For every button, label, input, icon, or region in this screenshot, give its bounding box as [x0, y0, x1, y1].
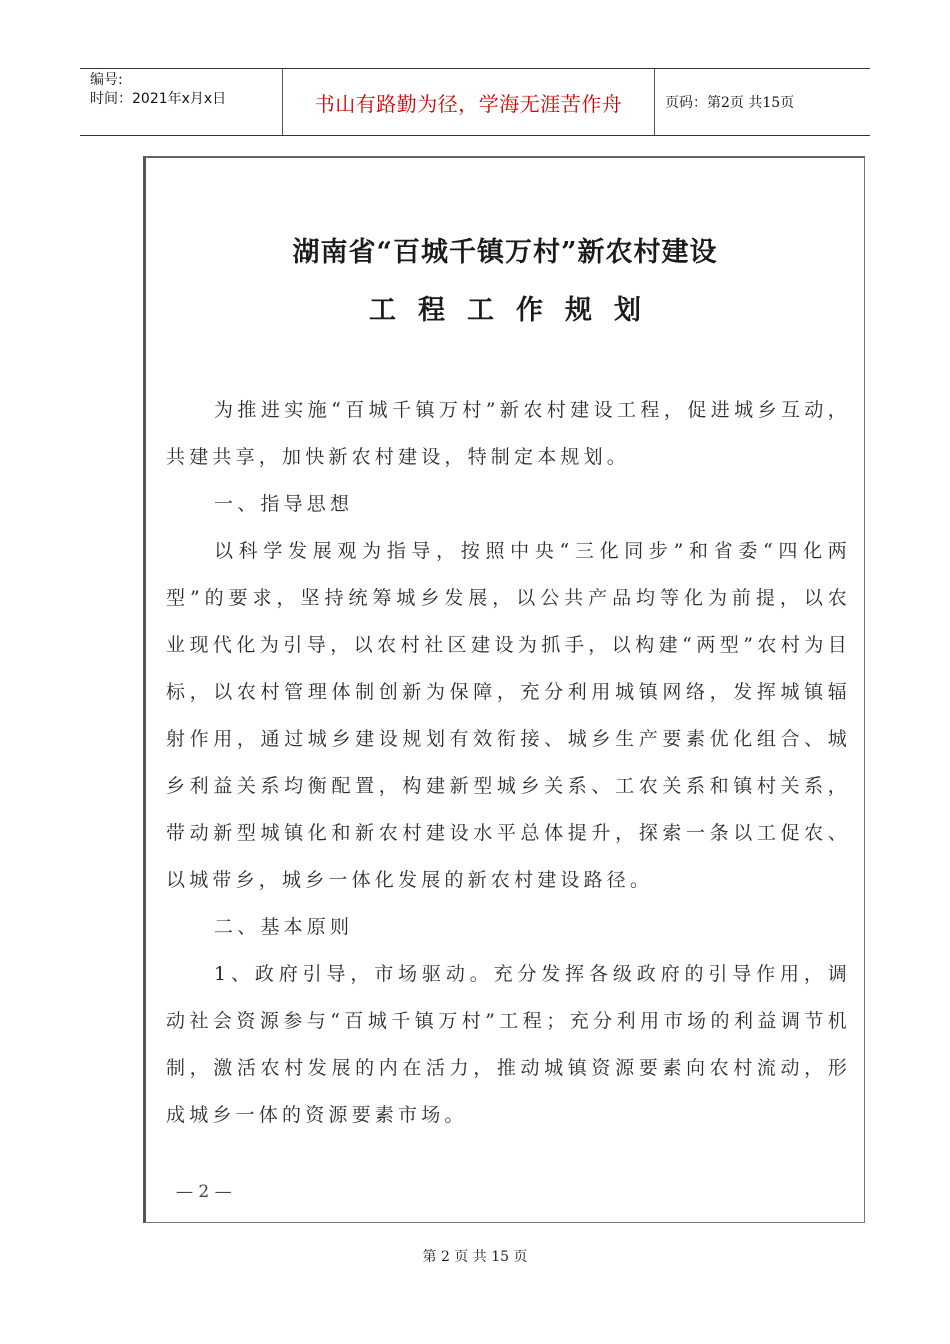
page-info: 页码：第2页 共15页: [665, 95, 795, 111]
paragraph: 以科学发展观为指导，按照中央“三化同步”和省委“四化两型”的要求，坚持统筹城乡发展，以公共产品均等化为前提，以农业现代化为引导，以农村社区建设为抓手，以构建“两型”农村为目标，以农村管理体制创新为保障，充分利用城镇网络，发挥城镇辐射作用，通过城乡建设规划有效衔接、城乡生产要素优化组合、城乡利益关系均衡配置，构建新型城乡关系、工农关系和镇村关系，带动新型城镇化和新农村建设水平总体提升，探索一条以工促农、以城带乡，城乡一体化发展的新农村建设路径。: [166, 540, 851, 891]
section-heading: 二、基本原则: [214, 916, 354, 938]
header-table: [80, 68, 870, 136]
scan-page-number: — 2 —: [176, 1182, 232, 1202]
document-body: [166, 387, 851, 1139]
page-footer: 第 2 页 共 15 页: [422, 1249, 528, 1265]
number-label: 编号:: [90, 72, 123, 88]
document-subtitle: 工程工作规划: [369, 295, 663, 326]
scanned-page: [143, 156, 865, 1223]
paragraph: 1、政府引导，市场驱动。充分发挥各级政府的引导作用，调动社会资源参与“百城千镇万村”工程；充分利用市场的利益调节机制，激活农村发展的内在活力，推动城镇资源要素向农村流动，形成城乡一体的资源要素市场。: [166, 963, 851, 1126]
paragraph: 为推进实施“百城千镇万村”新农村建设工程，促进城乡互动，共建共享，加快新农村建设，特制定本规划。: [166, 399, 851, 468]
section-heading: 一、指导思想: [214, 493, 354, 515]
time-label: 时间：2021年x月x日: [90, 91, 227, 107]
motto: 书山有路勤为径，学海无涯苦作舟: [283, 69, 655, 135]
document-title: 湖南省“百城千镇万村”新农村建设: [292, 237, 718, 268]
header-meta: [80, 69, 283, 135]
